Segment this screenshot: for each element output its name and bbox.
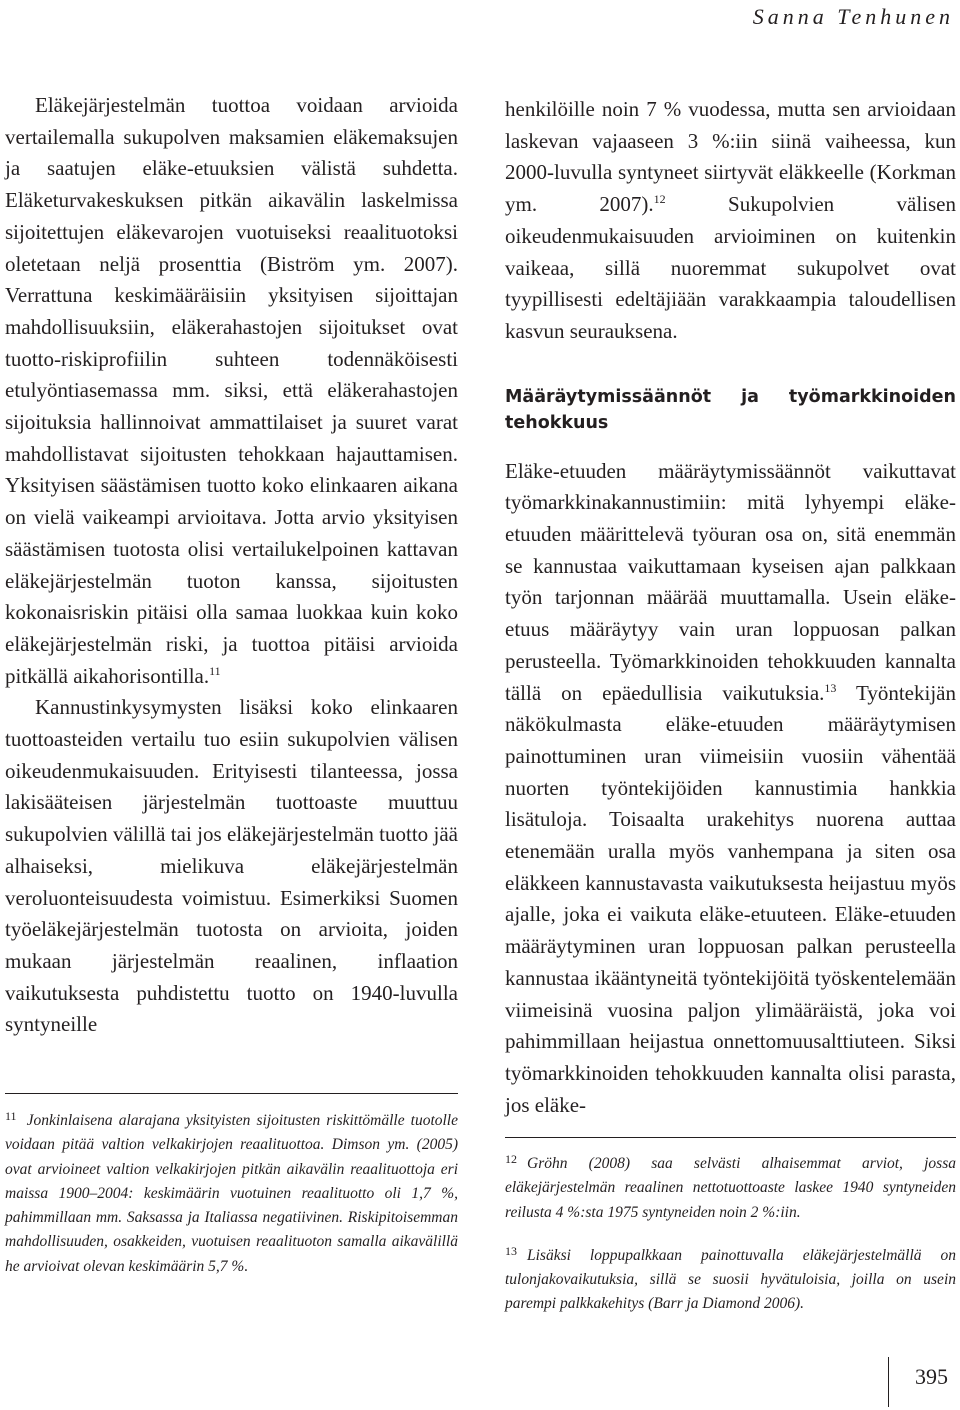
body-paragraph (505, 94, 956, 348)
body-paragraph (505, 456, 956, 1122)
footnote (5, 1104, 458, 1279)
footnotes-right (505, 1147, 956, 1317)
paragraph-text: Eläke-etuuden määräytymissäännöt vaikuttavat työmarkkinakannustimiin: mitä lyhyempi eläke-etuuden määrittelevä työuran osa on, sitä enemmän se kannustaa vaikuttamaan kyseisen ajan palkkaan työn tarjonnan määrää muuttamalla. Usein eläke-etuus määräytyy vain uran loppuosan palkan perusteella. Työmarkkinoiden tehokkuuden kannalta tällä on epäedullisia vaikutuksia. (505, 458, 956, 705)
footnote-divider (5, 1093, 458, 1094)
body-paragraph (5, 90, 458, 692)
footnote-ref: 13 (824, 680, 837, 695)
page-number-rule (888, 1357, 889, 1407)
footnotes-left (5, 1104, 458, 1279)
paragraph-text: henkilöille noin 7 % vuodessa, mutta sen arvioidaan laskevan vajaaseen 3 %:iin siinä vaiheessa, kun 2000-luvulla syntyneet siirtyvät eläkkeelle (Korkman ym. 2007). (505, 97, 956, 217)
paragraph-text: Sukupolvien välisen oikeudenmukaisuuden arvioiminen on kuitenkin vaikeaa, sillä nuoremmat sukupolvet ovat tyypillisesti edeltäjiään varakkaampia taloudellisen kasvun seurauksena. (505, 192, 957, 343)
footnote (505, 1147, 956, 1225)
running-head: Sanna Tenhunen (752, 4, 954, 29)
body-paragraph (5, 692, 458, 1041)
right-column (505, 94, 956, 1121)
paragraph-text: Eläkejärjestelmän tuottoa voidaan arvioida vertailemalla sukupolven maksamien eläkemaksujen ja saatujen eläke-etuuksien välistä suhdetta. Eläketurvakeskuksen pitkän aikavälin laskelmissa sijoitettujen eläkevarojen vuotuiseksi reaalituotoksi oletetaan neljä prosenttia (Biström ym. 2007). Verrattuna keskimääräisiin yksityisen sijoittajan mahdollisuuksiin, eläkerahastojen sijoitukset ovat tuotto-riskiprofiilin suhteen todennäköisesti etulyöntiasemassa mm. siksi, että eläkerahastojen sijoituksia hallinnoivat ammattilaiset ja suuret varat mahdollistavat sijoitusten tehokkaan hajauttamisen. Yksityisen säästämisen tuotto koko elinkaaren aikana on vielä vaikeampi arvioitava. Jotta arvio yksityisen säästämisen tuotosta olisi vertailukelpoinen kattavan eläkejärjestelmän tuoton kanssa, sijoitusten kokonaisriskin pitäisi olla samaa luokkaa kuin koko eläkejärjestelmän riski, ja tuottoa pitäisi arvioida pitkällä aikahorisontilla. (5, 93, 458, 688)
footnote-number: 13 (505, 1243, 517, 1258)
footnote-text: Gröhn (2008) saa selvästi alhaisemmat arviot, jossa eläkejärjestelmän reaalinen nettotuottoaste laskee 1940 syntyneiden reilusta 4 %:sta 1975 syntyneiden noin 2 %:iin. (505, 1155, 956, 1221)
section-heading: Määräytymissäännöt ja työmarkkinoiden tehokkuus (505, 386, 956, 433)
footnote-number: 11 (5, 1109, 17, 1123)
footnote (505, 1239, 956, 1317)
footnote-number: 12 (505, 1152, 517, 1166)
footnote-ref: 12 (653, 192, 666, 207)
paragraph-text: Kannustinkysymysten lisäksi koko elinkaaren tuottoasteiden vertailu tuo esiin sukupolvien välisen oikeudenmukaisuuden. Erityisesti tilanteessa, jossa lakisääteisen järjestelmän tuottoaste muuttuu sukupolvien välillä tai jos eläkejärjestelmän tuotto jää alhaiseksi, mielikuva eläkejärjestelmän veroluonteisuudesta voimistuu. Esimerkiksi Suomen työeläkejärjestelmän tuotosta on arvioita, joiden mukaan järjestelmän reaalinen, inflaation vaikutuksesta puhdistettu tuotto on 1940-luvulla syntyneille (5, 695, 458, 1037)
footnote-ref: 11 (209, 663, 221, 678)
paragraph-text: Työntekijän näkökulmasta eläke-etuuden määräytymisen painottuminen uran viimeisiin vuosiin vähentää nuorten työntekijöiden kannustimia hankkia lisätuloja. Toisaalta urakehitys nuorena auttaa etenemään uralla myös vanhempana ja siten osa eläkkeen kannustavasta vaikutuksesta heijastuu myös ajalle, joka ei vaikuta eläke-etuuteen. Eläke-etuuden määräytyminen uran loppuosan palkan perusteella kannustaa ikääntyneitä työntekijöitä työskentelemään viimeisinä vuosina paljon ylimääräistä, joka voi pahimmillaan heijastua onnettomuusalttiuteen. Siksi työmarkkinoiden tehokkuuden kannalta olisi parasta, jos eläke- (505, 680, 956, 1117)
footnote-divider (505, 1137, 956, 1138)
left-column (5, 90, 458, 1041)
footnote-text: Jonkinlaisena alarajana yksityisten sijoitusten riskittömälle tuotolle voidaan pitää valtion velkakirjojen reaalituottoa. Dimson ym. (2005) ovat arvioineet valtion velkakirjojen pitkän aikavälin reaalituottoja eri maissa 1900–2004: keskimäärin vuotuinen reaalituotto oli 1,7 %, pahimmillaan mm. Saksassa ja Italiassa negatiivinen. Riskipitoisemman mahdollisuuden, osakkeiden, vuotuisen reaalituoton samalla aikavälillä he arvioivat olevan keskimäärin 5,7 %. (5, 1112, 458, 1275)
footnote-text: Lisäksi loppupalkkaan painottuvalla eläkejärjestelmällä on tulonjakovaikutuksia, sillä se suosii hyvätuloisia, joilla on usein parempi palkkakehitys (Barr ja Diamond 2006). (505, 1246, 956, 1313)
page-number: 395 (915, 1364, 948, 1389)
